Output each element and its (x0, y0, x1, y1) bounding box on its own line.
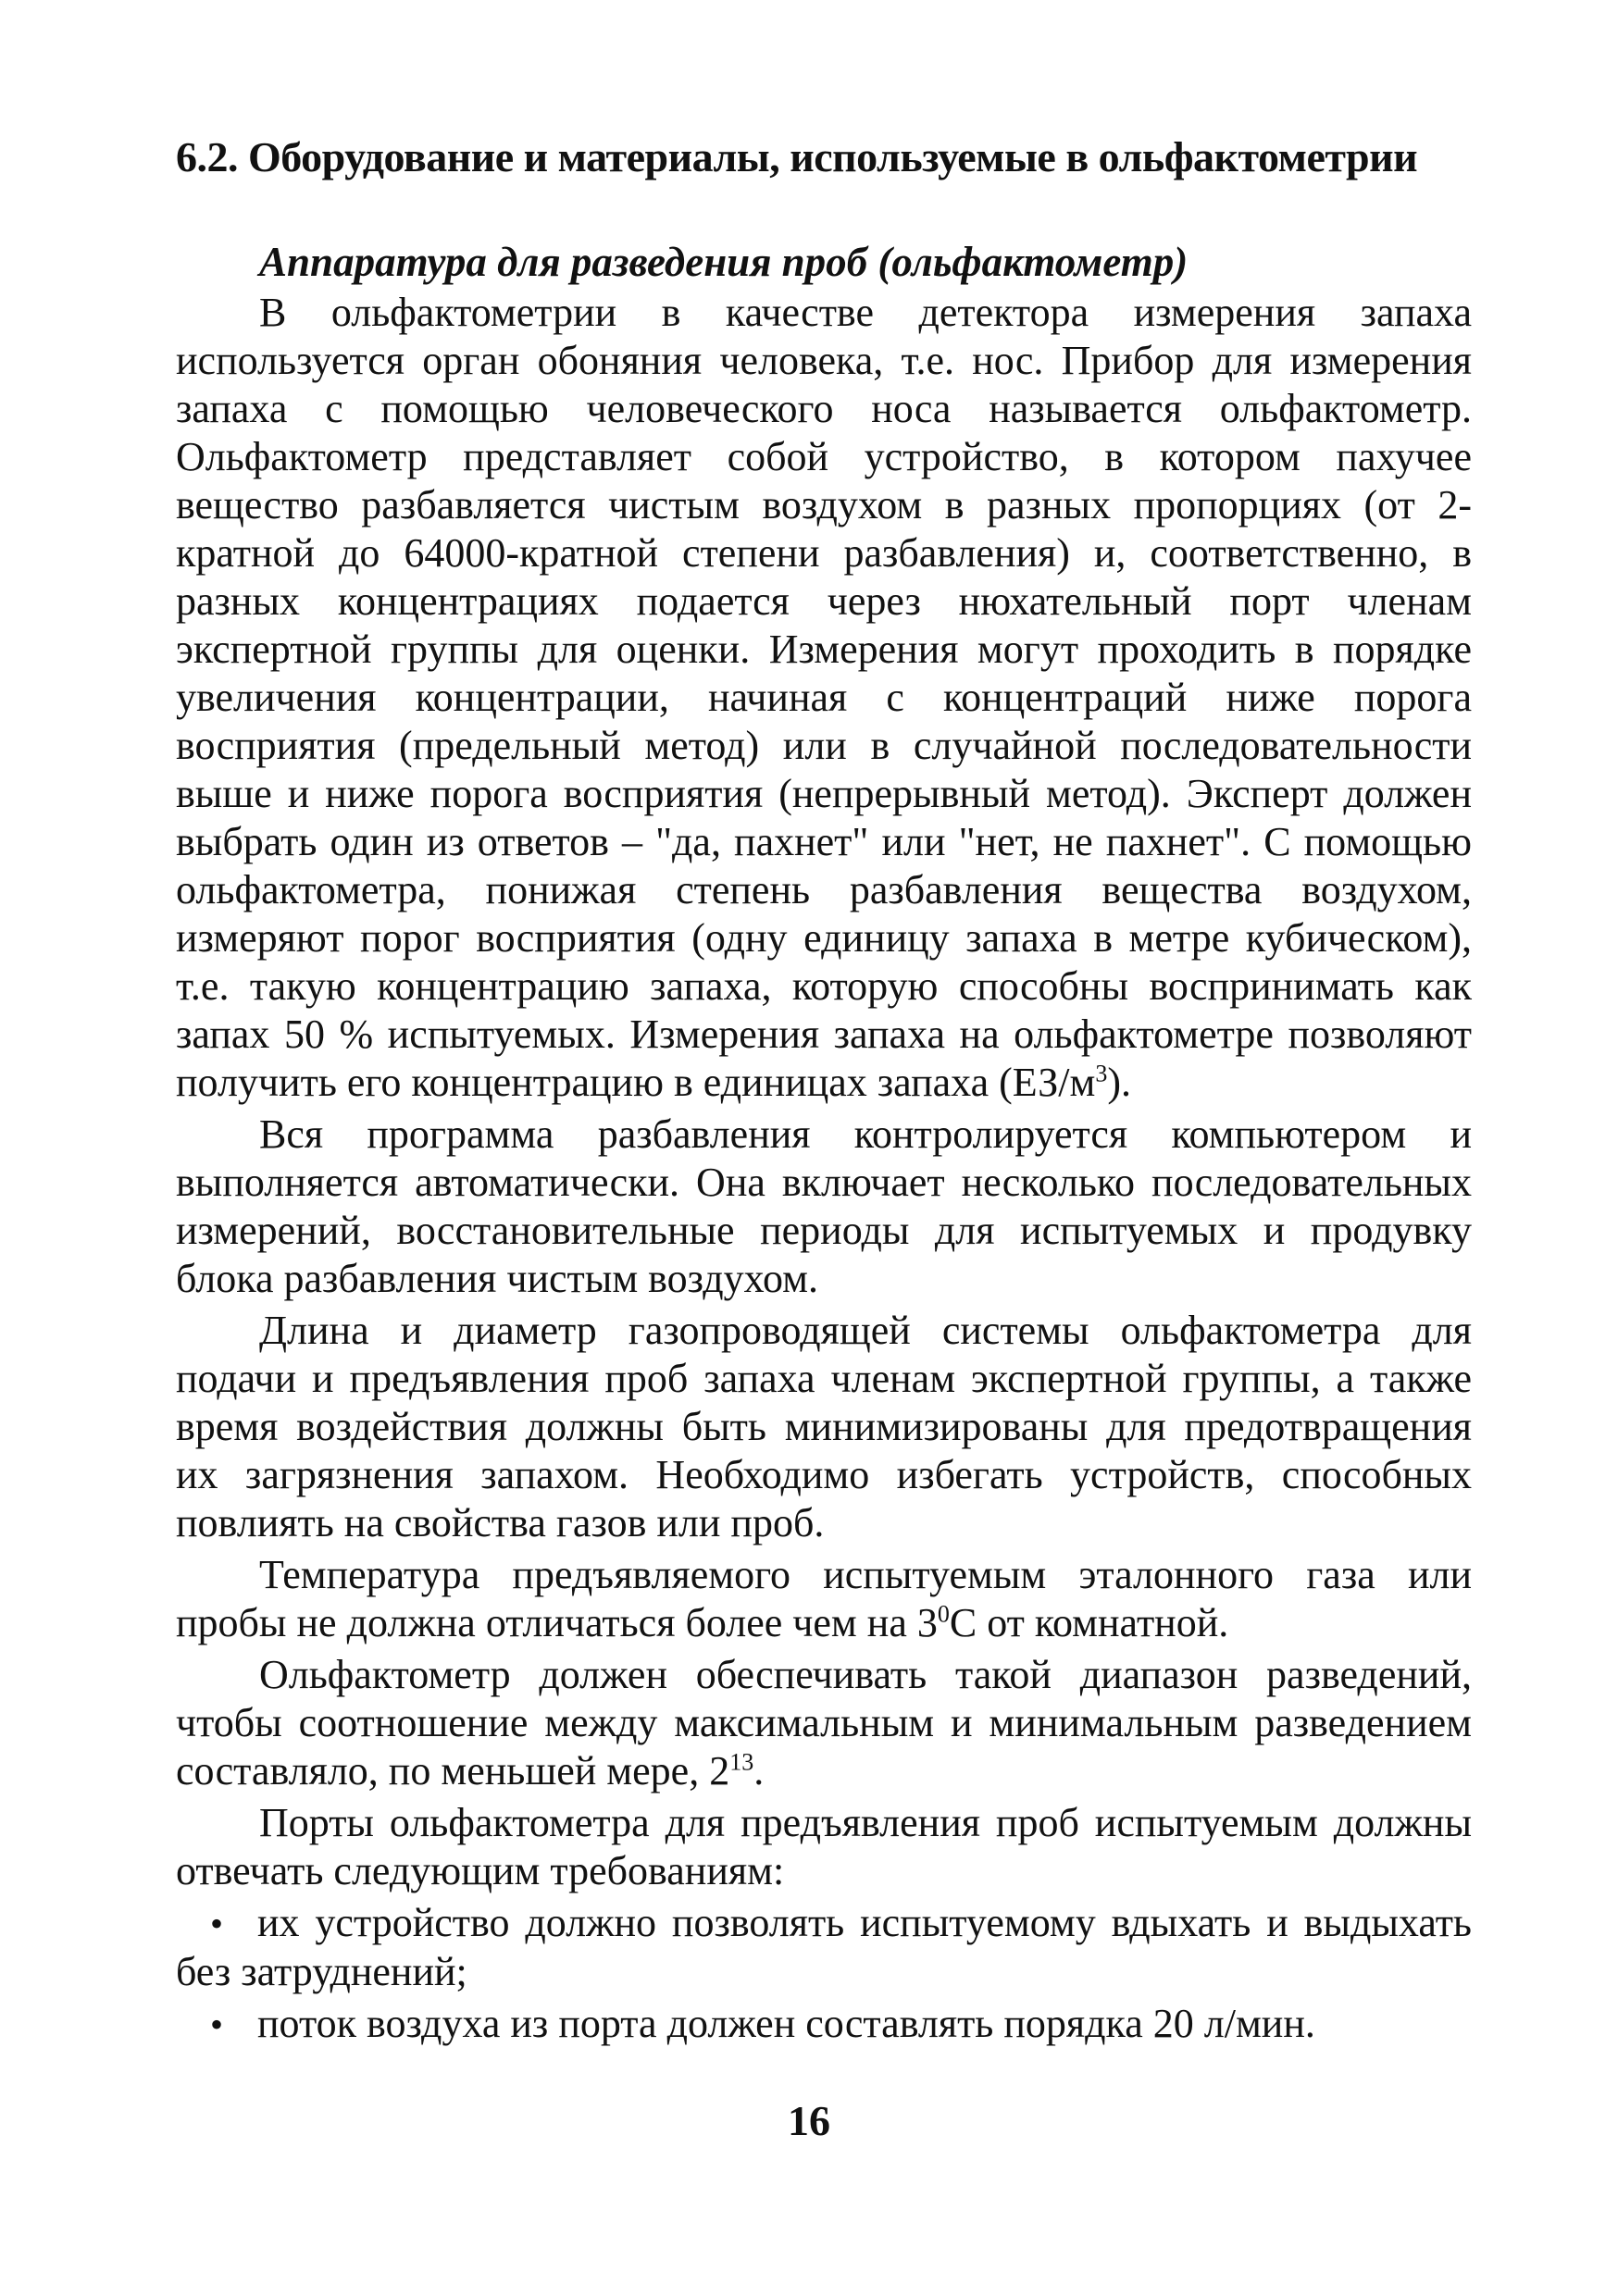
paragraph-4-end: С от комнатной. (949, 1600, 1229, 1645)
paragraph-1-superscript: 3 (1095, 1060, 1108, 1087)
paragraph-4-text: Температура предъявляемого испытуемым эталонного газа или пробы не должна отличаться более чем на 3 (176, 1552, 1472, 1645)
list-item (176, 2000, 1472, 2049)
section-title: 6.2. Оборудование и материалы, используемые в ольфактометрии (176, 133, 1418, 180)
page-number: 16 (788, 2097, 830, 2144)
paragraph-3: Длина и диаметр газопроводящей системы ольфактометра для подачи и предъявления проб запаха членам экспертной группы, а также время воздействия должны быть минимизированы для предотвращения их загрязнения запахом. Необходимо избегать устройств, способных повлиять на свойства газов или проб. (176, 1308, 1472, 1545)
paragraph-4 (176, 1551, 1472, 1647)
paragraph-2: Вся программа разбавления контролируется компьютером и выполняется автоматически. Она включает несколько последовательных измерений, восстановительные периоды для испытуемых и продувку блока разбавления чистым воздухом. (176, 1111, 1472, 1301)
paragraph-6: Порты ольфактометра для предъявления проб испытуемым должны отвечать следующим требованиям: (176, 1800, 1472, 1893)
paragraph-1-text: В ольфактометрии в качестве детектора измерения запаха используется орган обоняния человека, т.е. нос. Прибор для измерения запаха с помощью человеческого носа называется ольфактометр. Ольфактометр представляет собой устройство, в котором пахучее вещество разбавляется чистым воздухом в разных пропорциях (от 2-кратной до 64000-кратной степени разбавления) и, соответственно, в разных концентрациях подается через нюхательный порт членам экспертной группы для оценки. Измерения могут проходить в порядке увеличения концентрации, начиная с концентраций ниже порога восприятия (предельный метод) или в случайной последовательности выше и ниже порога восприятия (непрерывный метод). Эксперт должен выбрать один из ответов – "да, пахнет" или "нет, не пахнет". С помощью ольфактометра, понижая степень разбавления вещества воздухом, измеряют порог восприятия (одну единицу запаха в метре кубическом), т.е. такую концентрацию запаха, которую способны воспринимать как запах 50 % испытуемых. Измерения запаха на ольфактометре позволяют получить его концентрацию в единицах запаха (ЕЗ/м (176, 290, 1472, 1105)
paragraph-5-end: . (753, 1748, 765, 1793)
paragraph-5-text: Ольфактометр должен обеспечивать такой диапазон разведений, чтобы соотношение между максимальным и минимальным разведением составляло, по меньшей мере, 2 (176, 1652, 1472, 1793)
paragraph-1-end: ). (1107, 1060, 1131, 1105)
bullet-icon: • (209, 2004, 223, 2045)
paragraph-1 (176, 289, 1472, 1107)
paragraph-5-superscript: 13 (729, 1748, 754, 1776)
list-item (176, 1899, 1472, 1996)
list-item-text: поток воздуха из порта должен составлять порядка 20 л/мин. (257, 2001, 1315, 2046)
subheading: Аппаратура для разведения проб (ольфактометр) (259, 239, 1189, 285)
document-page (176, 130, 1472, 2053)
paragraph-4-superscript: 0 (937, 1600, 950, 1628)
list-item-text: их устройство должно позволять испытуемому вдыхать и выдыхать без затруднений; (176, 1900, 1472, 1994)
requirements-list (176, 1899, 1472, 2049)
paragraph-5 (176, 1651, 1472, 1795)
bullet-icon: • (209, 1903, 223, 1944)
